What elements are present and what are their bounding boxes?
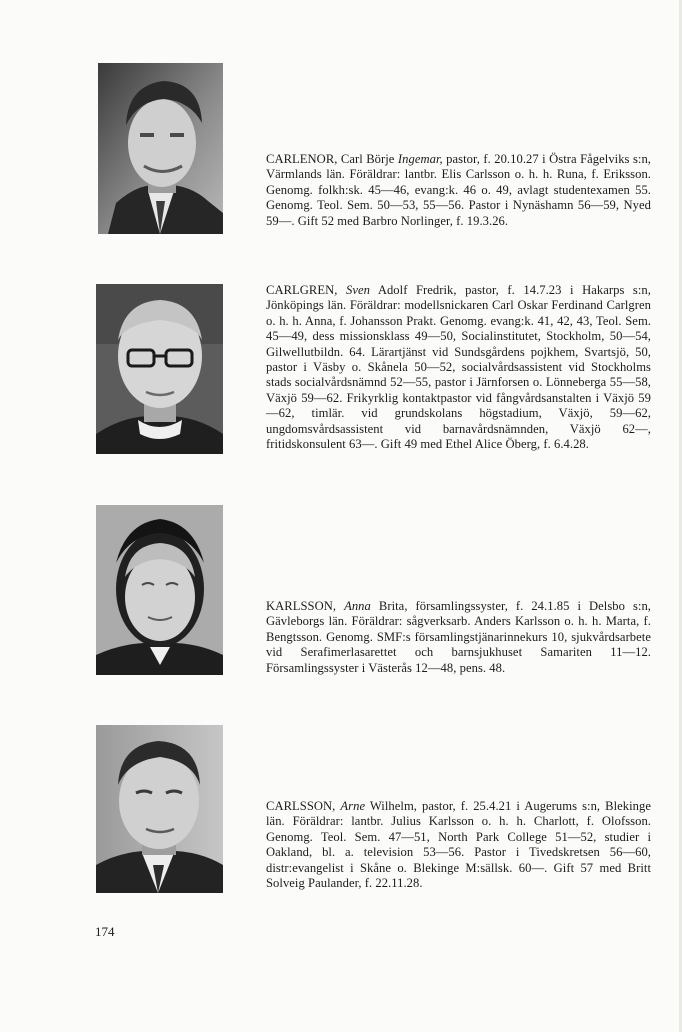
portrait-photo-karlsson [96, 505, 223, 675]
biography-entry-karlsson [266, 599, 651, 676]
entry-surname: CARLENOR, [266, 152, 338, 166]
portrait-photo-carlsson [96, 725, 223, 893]
portrait-photo-carlenor [98, 63, 223, 234]
entry-body: Wilhelm, pastor, f. 25.4.21 i Augerums s:n, Blekinge län. Föräldrar: lantbr. Julius Karlsson o. h. h. Charlott, f. Olofsson. Genomg. Teol. Sem. 47—51, North Park College 51—52, studier i Oakland, bl. a. television 53—56. Pastor i Tivedskretsen 56—60, distr:evangelist i Skåne o. Blekinge M:sällsk. 60—. Gift 57 med Britt Solveig Paulander, f. 22.11.28. [266, 799, 651, 891]
page-number: 174 [95, 924, 115, 939]
entry-called-name: Ingemar, [397, 152, 443, 166]
biography-entry-carlsson [266, 799, 651, 891]
entry-body: Brita, församlingssyster, f. 24.1.85 i Delsbo s:n, Gävleborgs län. Föräldrar: sågverksarb. Anders Karlsson o. h. h. Marta, f. Bengtsson. Genomg. SMF:s församlingstjänarinnekurs 10, sjukvårdsarbete vid Serafimerlasarettet och barnsjukhuset Samariten 11—12. Församlingssyster i Västerås 12—48, pens. 48. [266, 599, 652, 675]
entry-body: pastor, f. 20.10.27 i Östra Fågelviks s:n, Värmlands län. Föräldrar: lantbr. Elis Carlsson o. h. h. Runa, f. Eriksson. Genomg. folkh:sk. 45—46, evang:k. 46 o. 49, avlagt studentexamen 55. Genomg. Teol. Sem. 50—53, 55—56. Pastor i Nynäshamn 56—59, Nyed 59—. Gift 52 med Barbro Norlinger, f. 19.3.26. [266, 152, 651, 228]
biography-entry-carlgren [266, 283, 651, 452]
entry-surname: KARLSSON, [266, 599, 337, 613]
biography-entry-carlenor [266, 152, 651, 229]
entry-called-name: Sven [346, 283, 370, 297]
entry-called-name: Arne [340, 799, 366, 813]
entry-surname: CARLGREN, [266, 283, 338, 297]
portrait-photo-carlgren [96, 284, 223, 454]
entry-body: Adolf Fredrik, pastor, f. 14.7.23 i Hakarps s:n, Jönköpings län. Föräldrar: modellsnickaren Carl Oskar Ferdinand Carlgren o. h. h. Anna, f. Johansson Prakt. Genomg. evang:k. 41, 42, 43, Teol. Sem. 45—49, dess missionsklass 49—50, Socialinstitutet, Stockholm, 50—54, Gilwellutbildn. 64. Lärartjänst vid Sundsgårdens pojkhem, Svartsjö, 50, pastor i Väsby o. Skånela 50—52, socialvårdsassistent vid Stockholms stads socialvårdsnämnd 52—55, pastor i Järnforsen o. Lönneberga 55—58, Växjö 59—62. Frikyrklig kontaktpastor vid fångvårdsanstalten i Växjö 59—62, timlär. vid grundskolans högstadium, Växjö, 59—62, ungdomsvårdsassistent vid barnavårdsnämnden, Växjö 62—, fritidskonsulent 63—. Gift 49 med Ethel Alice Öberg, f. 6.4.28. [266, 283, 651, 452]
entry-given-names: Carl Börje [340, 152, 395, 166]
entry-called-name: Anna [344, 599, 371, 613]
entry-surname: CARLSSON, [266, 799, 336, 813]
